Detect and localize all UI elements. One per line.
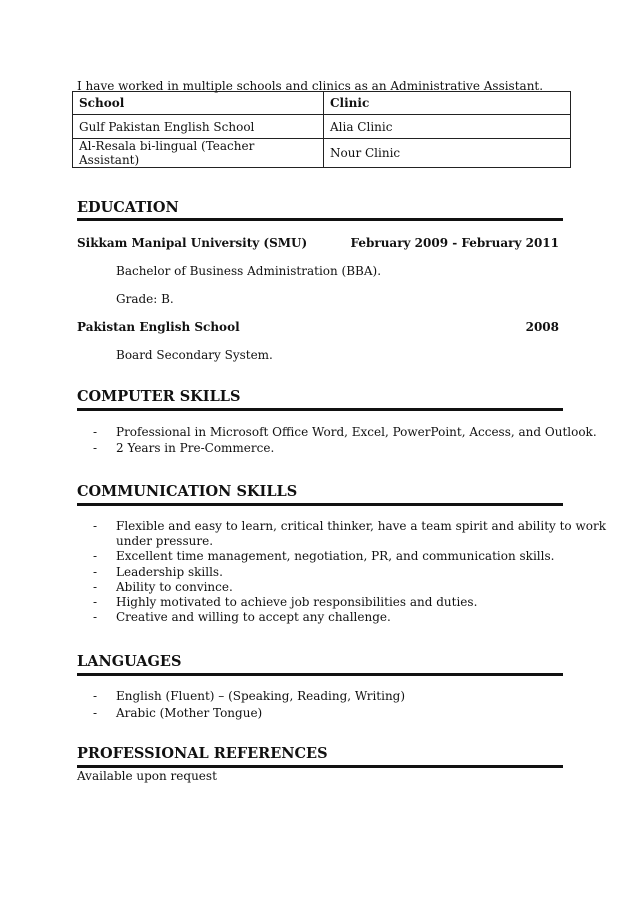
education-institution: Sikkam Manipal University (SMU) — [77, 236, 308, 250]
computer-skills-heading: COMPUTER SKILLS — [77, 388, 241, 405]
table-row — [73, 115, 571, 139]
bullet-marker: - — [93, 580, 98, 594]
communication-skills-heading: COMMUNICATION SKILLS — [77, 483, 298, 500]
list-item: Excellent time management, negotiation, PR, and communication skills. — [116, 549, 555, 563]
education-dates: February 2009 - February 2011 — [350, 236, 559, 250]
list-item: Highly motivated to achieve job responsibilities and duties. — [116, 595, 478, 609]
education-institution: Pakistan English School — [77, 320, 240, 334]
education-dates: 2008 — [525, 320, 559, 334]
table-cell-clinic: Nour Clinic — [324, 139, 571, 168]
list-item: Arabic (Mother Tongue) — [116, 706, 263, 720]
languages-heading: LANGUAGES — [77, 653, 182, 670]
table-header-clinic: Clinic — [324, 92, 571, 115]
bullet-marker: - — [93, 689, 98, 703]
references-heading: PROFESSIONAL REFERENCES — [77, 745, 328, 762]
list-item: Leadership skills. — [116, 565, 223, 579]
section-divider — [77, 673, 563, 676]
references-text: Available upon request — [77, 769, 217, 783]
education-detail: Grade: B. — [116, 292, 174, 306]
list-item: English (Fluent) – (Speaking, Reading, Writing) — [116, 689, 406, 703]
section-divider — [77, 765, 563, 768]
list-item: 2 Years in Pre-Commerce. — [116, 441, 275, 455]
table-cell-school: Al-Resala bi-lingual (Teacher Assistant) — [73, 139, 324, 168]
education-heading: EDUCATION — [77, 199, 179, 216]
education-detail: Board Secondary System. — [116, 348, 273, 362]
list-item: Professional in Microsoft Office Word, Excel, PowerPoint, Access, and Outlook. — [116, 425, 597, 439]
table-row — [73, 139, 571, 168]
work-intro: I have worked in multiple schools and clinics as an Administrative Assistant. — [77, 79, 544, 93]
bullet-marker: - — [93, 706, 98, 720]
list-item-continuation: under pressure. — [116, 534, 214, 548]
section-divider — [77, 218, 563, 221]
table-cell-school: Gulf Pakistan English School — [73, 115, 324, 139]
section-divider — [77, 408, 563, 411]
section-divider — [77, 503, 563, 506]
bullet-marker: - — [93, 425, 98, 439]
bullet-marker: - — [93, 441, 98, 455]
list-item: Creative and willing to accept any challenge. — [116, 610, 391, 624]
education-detail: Bachelor of Business Administration (BBA). — [116, 264, 382, 278]
table-header-school: School — [73, 92, 324, 115]
table-cell-clinic: Alia Clinic — [324, 115, 571, 139]
work-table — [72, 91, 571, 168]
bullet-marker: - — [93, 565, 98, 579]
bullet-marker: - — [93, 610, 98, 624]
bullet-marker: - — [93, 549, 98, 563]
bullet-marker: - — [93, 595, 98, 609]
bullet-marker: - — [93, 519, 98, 533]
list-item: Flexible and easy to learn, critical thinker, have a team spirit and ability to work — [116, 519, 606, 533]
list-item: Ability to convince. — [116, 580, 233, 594]
table-header-row — [73, 92, 571, 115]
